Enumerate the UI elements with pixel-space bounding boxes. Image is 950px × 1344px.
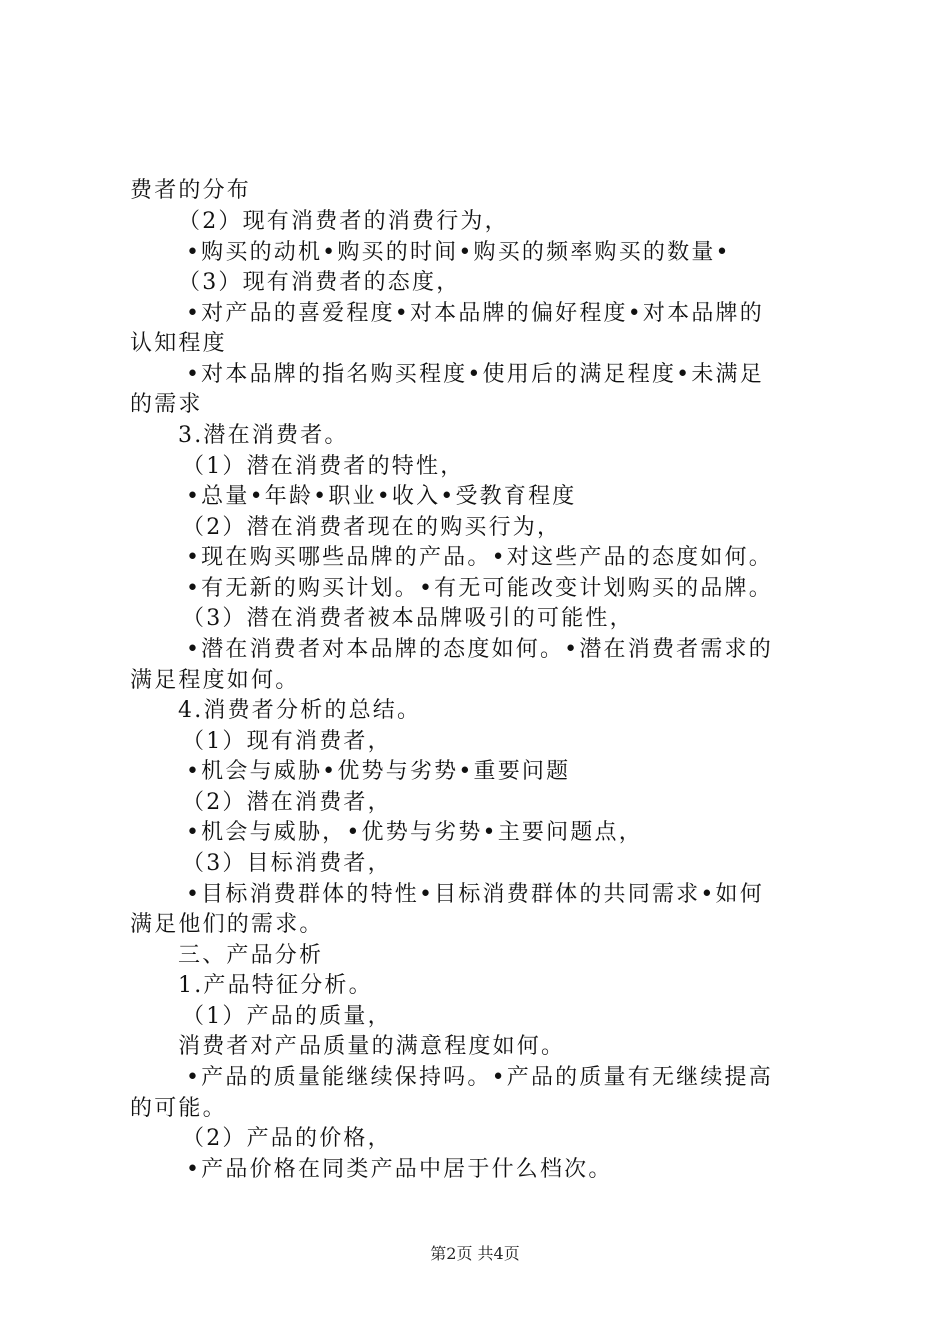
text-line: （3）现有消费者的态度， [178,270,461,295]
text-line: •产品价格在同类产品中居于什么档次。 [186,1157,613,1182]
text-line: 费者的分布 [130,178,252,203]
text-line: •产品的质量能继续保持吗。•产品的质量有无继续提高 [186,1065,773,1090]
text-line: 3.潜在消费者。 [178,423,349,448]
text-line: 1.产品特征分析。 [178,973,373,998]
text-line: 认知程度 [130,331,227,356]
text-line: •对产品的喜爱程度•对本品牌的偏好程度•对本品牌的 [186,301,764,326]
text-line: •潜在消费者对本品牌的态度如何。•潜在消费者需求的 [186,637,773,662]
text-line: （1）产品的质量， [182,1004,392,1029]
text-line: 满足程度如何。 [130,668,300,693]
text-line: （2）现有消费者的消费行为， [178,209,509,234]
page-footer: 第2页 共4页 [430,1244,520,1263]
text-line: •对本品牌的指名购买程度•使用后的满足程度•未满足 [186,362,764,387]
text-line: 的可能。 [130,1096,227,1121]
text-line: 消费者对产品质量的满意程度如何。 [178,1034,566,1059]
text-line: •机会与威胁，•优势与劣势•主要问题点， [186,820,643,845]
text-line: （2）产品的价格， [182,1126,392,1151]
text-line: （3）目标消费者， [182,851,392,876]
text-line: 4.消费者分析的总结。 [178,698,422,723]
text-line: （2）潜在消费者现在的购买行为， [182,515,562,540]
text-line: •总量•年龄•职业•收入•受教育程度 [186,484,577,509]
text-line: •机会与威胁•优势与劣势•重要问题 [186,759,571,784]
text-line: •购买的动机•购买的时间•购买的频率购买的数量• [186,240,731,265]
text-line: （2）潜在消费者， [182,790,392,815]
text-line: （3）潜在消费者被本品牌吸引的可能性， [182,606,634,631]
text-line: 的需求 [130,392,203,417]
text-line: 满足他们的需求。 [130,912,324,937]
text-line: •有无新的购买计划。•有无可能改变计划购买的品牌。 [186,576,773,601]
text-line: （1）潜在消费者的特性， [182,454,465,479]
section-heading: 三、产品分析 [178,943,324,968]
text-line: •目标消费群体的特性•目标消费群体的共同需求•如何 [186,882,764,907]
text-line: （1）现有消费者， [182,729,392,754]
text-line: •现在购买哪些品牌的产品。•对这些产品的态度如何。 [186,545,773,570]
